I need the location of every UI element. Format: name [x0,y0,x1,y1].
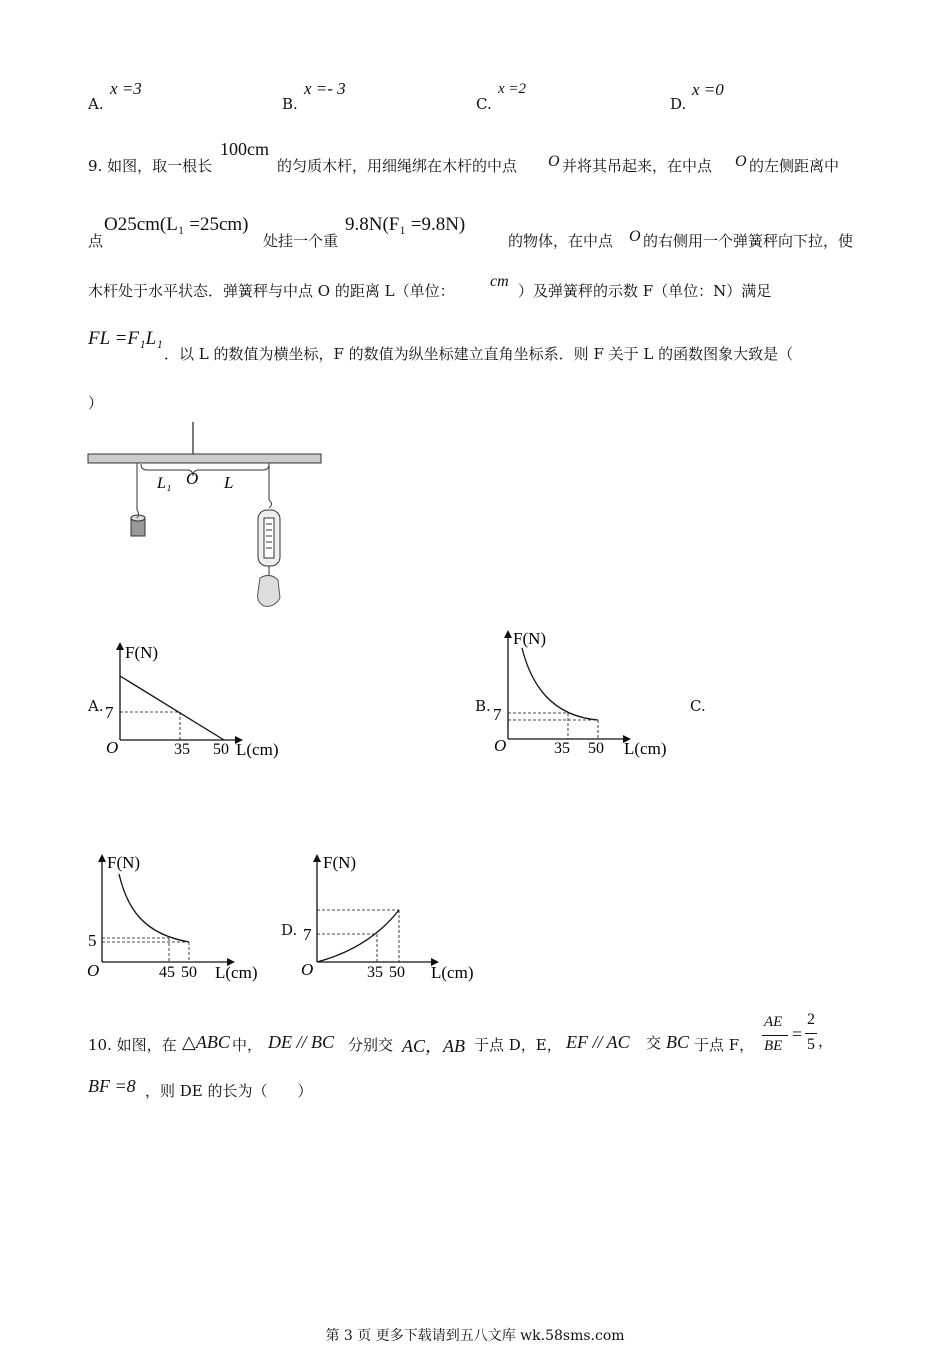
q10-eq: = [792,1024,803,1044]
q10-expr-5: BF =8 [88,1076,136,1096]
q10-text-1e: 交 [646,1034,662,1052]
graph-d-ylabel: F(N) [323,853,357,872]
graph-d [297,848,487,986]
option-a-label-graph: A. [88,697,104,715]
q9-text-1a: 9. 如图，取一根长 [88,157,213,175]
q10-expr-3: EF // AC [566,1032,630,1052]
graph-c [85,848,275,986]
option-b-expr: x =- 3 [304,79,346,98]
lever-figure [85,418,330,613]
fig-label-l1: L₁ [157,475,172,492]
graph-a [103,638,293,763]
q9-o-3: O [629,228,641,245]
graph-a-ylabel: F(N) [125,643,159,662]
graph-c-origin: O [87,961,100,980]
page-footer: 第 3 页 更多下载请到五八文库 wk.58sms.com [325,1328,625,1344]
graph-d-origin: O [301,960,314,979]
graph-d-ytick: 7 [303,925,312,944]
graph-d-xlabel: L(cm) [431,963,474,982]
q9-unit: cm [490,273,509,290]
option-c-label-graph: C. [690,697,706,715]
graph-b-origin: O [494,736,507,755]
q10-text-1c: 分别交 [348,1036,394,1054]
graph-a-xtick-1: 35 [174,741,190,758]
option-a-label: A. [88,95,104,113]
graph-b-ytick: 7 [493,705,502,724]
option-c-expr: x =2 [498,81,527,97]
fig-label-l: L [224,473,234,492]
fig-label-o: O [186,469,199,488]
q10-val-bar [805,1033,817,1034]
q10-frac-bar [762,1035,788,1036]
q10-expr-1: DE // BC [268,1032,334,1052]
q9-text-2c: 的物体，在中点 [508,232,614,250]
graph-b-xtick-1: 35 [554,740,570,757]
option-b-label-graph: B. [475,697,491,715]
q9-length: 100cm [220,139,269,159]
graph-c-ytick: 5 [88,931,97,950]
q9-expr-1: O25cm(L₁ =25cm) [104,214,249,235]
q10-comma: ， [818,1032,834,1050]
q9-formula: FL =F₁L₁ [88,328,163,349]
q9-expr-2: 9.8N(F₁ =9.8N) [345,214,466,235]
option-c-label: C. [476,95,492,113]
graph-b-xlabel: L(cm) [624,739,667,758]
q9-o-1: O [548,153,560,170]
graph-a-ytick: 7 [105,703,114,722]
q9-text-5: ） [88,394,104,412]
option-d-label-graph: D. [281,921,298,939]
graph-a-origin: O [106,738,119,757]
q10-frac-den: BE [764,1038,783,1054]
q10-frac-num: AE [764,1014,783,1030]
q9-text-3b: ）及弹簧秤的示数 F（单位：N）满足 [518,282,772,300]
graph-b [491,624,681,762]
option-b-label: B. [282,95,298,113]
q9-text-1b: 的匀质木杆，用细绳绑在木杆的中点 [277,157,518,175]
graph-d-xtick-2: 50 [389,964,405,981]
q10-triangle: △ABC [182,1032,230,1052]
graph-b-xtick-2: 50 [588,740,604,757]
q10-expr-4: BC [666,1032,690,1052]
q10-text-1b: 中， [232,1036,263,1054]
graph-d-xtick-1: 35 [367,964,383,981]
q10-text-1f: 于点 F， [694,1036,755,1054]
q10-text-1d: 于点 D，E， [474,1036,562,1054]
q10-text-1a: 10. 如图，在 [88,1036,177,1054]
graph-c-xtick-1: 45 [159,964,175,981]
q9-text-2d: 的右侧用一个弹簧秤向下拉，使 [643,232,854,250]
q9-text-1d: 的左侧距离中 [749,157,840,175]
option-d-expr: x =0 [692,80,724,99]
q9-text-2b: 处挂一个重 [263,232,339,250]
graph-a-xtick-2: 50 [213,741,229,758]
q9-text-1c: 并将其吊起来，在中点 [562,157,713,175]
option-a-expr: x =3 [110,79,142,98]
graph-c-xlabel: L(cm) [215,963,258,982]
q10-expr-2: AC，AB [402,1036,465,1056]
graph-a-xlabel: L(cm) [236,740,279,759]
q10-val-den: 5 [807,1036,815,1053]
option-d-label: D. [670,95,687,113]
q9-o-2: O [735,153,747,170]
graph-c-xtick-2: 50 [181,964,197,981]
q10-val-num: 2 [807,1011,815,1028]
q9-text-3: 木杆处于水平状态．弹簧秤与中点 O 的距离 L（单位： [88,282,455,300]
q9-text-2a: 点 [88,232,104,250]
graph-c-ylabel: F(N) [107,853,141,872]
q9-text-4: ．以 L 的数值为横坐标，F 的数值为纵坐标建立直角坐标系．则 F 关于 L 的函数图象大致是（ [164,345,794,363]
graph-b-ylabel: F(N) [513,629,547,648]
q10-text-2: ，则 DE 的长为（ ） [145,1082,313,1100]
